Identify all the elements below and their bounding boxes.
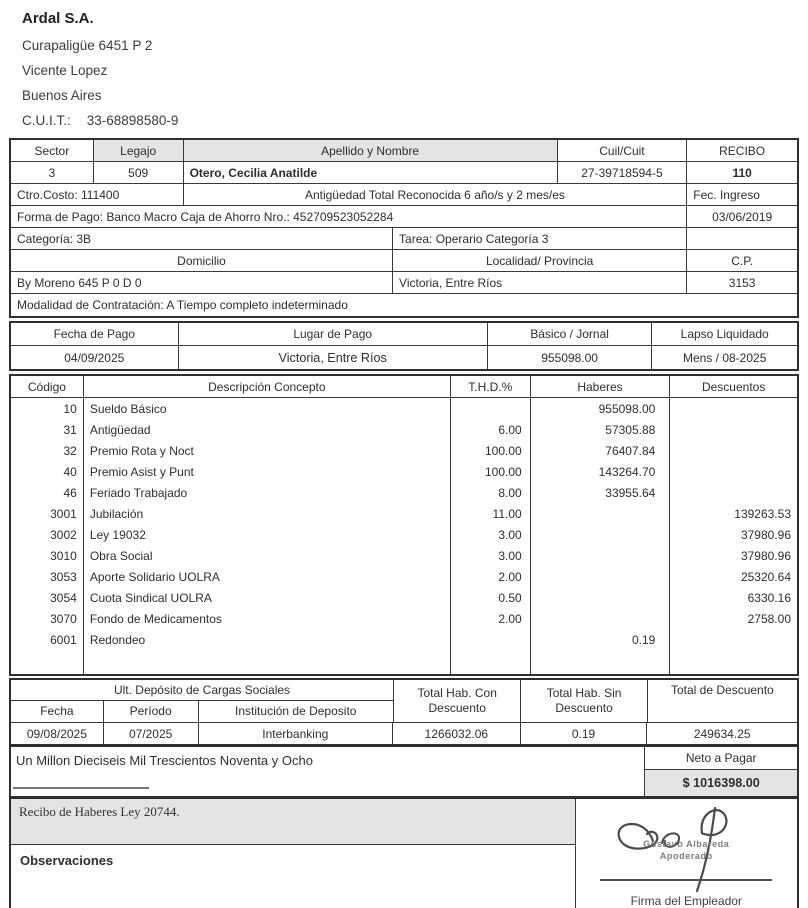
total-sin-header-cell: Total Hab. Sin Descuento bbox=[521, 680, 647, 722]
payslip-body bbox=[9, 138, 799, 908]
totals-table bbox=[9, 678, 799, 746]
total-descuento-value: 249634.25 bbox=[693, 726, 751, 741]
company-cuit-row bbox=[22, 113, 178, 128]
deposito-fecha-value: 09/08/2025 bbox=[11, 723, 104, 744]
cuit-label: C.U.I.T.: bbox=[22, 113, 71, 128]
footer-section bbox=[9, 797, 799, 908]
localidad-value: Victoria, Entre Ríos bbox=[393, 272, 687, 293]
domicilio-header-cell: Domicilio bbox=[11, 250, 393, 271]
company-address-province: Buenos Aires bbox=[22, 88, 102, 103]
cuit-value: 33-68898580-9 bbox=[86, 113, 179, 128]
cuil-header-cell: Cuil/Cuit bbox=[558, 140, 688, 161]
concept-descuento: 37980.96 bbox=[740, 548, 791, 563]
forma-pago-row bbox=[11, 206, 797, 228]
cuil-value: 27-39718594-5 bbox=[558, 162, 688, 183]
concept-haberes bbox=[531, 503, 671, 524]
employee-name-value: Otero, Cecilia Anatilde bbox=[184, 162, 558, 183]
payment-table bbox=[9, 321, 799, 371]
concept-row bbox=[11, 629, 797, 650]
sector-header-cell: Sector bbox=[11, 140, 94, 161]
concept-code: 40 bbox=[11, 461, 84, 482]
institucion-header-cell: Institución de Deposito bbox=[235, 704, 357, 719]
totals-header-row bbox=[11, 680, 797, 723]
concept-descuento bbox=[670, 398, 797, 419]
concept-haberes bbox=[531, 545, 671, 566]
lugar-pago-value: Victoria, Entre Ríos bbox=[179, 346, 488, 369]
concept-haberes: 143264.70 bbox=[531, 461, 671, 482]
categoria-empty-cell bbox=[687, 228, 797, 249]
concept-descuento: 2758.00 bbox=[747, 611, 791, 626]
concept-code: 3010 bbox=[11, 545, 84, 566]
concept-thd: 8.00 bbox=[451, 482, 531, 503]
legajo-value: 509 bbox=[94, 162, 184, 183]
domicilio-header-row bbox=[11, 250, 797, 272]
haberes-header-cell: Haberes bbox=[531, 376, 671, 397]
concept-desc: Feriado Trabajado bbox=[84, 482, 451, 503]
concept-code: 10 bbox=[11, 398, 84, 419]
employee-table bbox=[9, 138, 799, 318]
concept-descuento bbox=[670, 629, 797, 650]
signer-title: Apoderado bbox=[659, 850, 713, 861]
concept-code: 3054 bbox=[11, 587, 84, 608]
concept-haberes: 0.19 bbox=[531, 629, 671, 650]
concept-row bbox=[11, 566, 797, 587]
company-block bbox=[22, 10, 178, 128]
concept-desc: Ley 19032 bbox=[84, 524, 451, 545]
localidad-header-cell: Localidad/ Provincia bbox=[393, 250, 687, 271]
concept-descuento: 139263.53 bbox=[734, 506, 791, 521]
ctro-costo-row bbox=[11, 184, 797, 206]
lugar-pago-header-cell: Lugar de Pago bbox=[179, 323, 488, 345]
tarea-value: Tarea: Operario Categoría 3 bbox=[393, 228, 687, 249]
recibo-header-cell: RECIBO bbox=[719, 143, 766, 158]
ult-deposito-header-cell: Ult. Depósito de Cargas Sociales bbox=[113, 682, 291, 697]
amount-in-words: Un Millon Dieciseis Mil Trescientos Noventa y Ocho bbox=[16, 753, 313, 768]
concept-descuento: 25320.64 bbox=[740, 569, 791, 584]
company-address-street: Curapaligüe 6451 P 2 bbox=[22, 38, 153, 53]
total-sin-value: 0.19 bbox=[521, 723, 648, 744]
concept-code: 3053 bbox=[11, 566, 84, 587]
concept-desc: Fondo de Medicamentos bbox=[84, 608, 451, 629]
cp-header-cell: C.P. bbox=[731, 253, 754, 268]
categoria-row bbox=[11, 228, 797, 250]
neto-block bbox=[645, 747, 797, 796]
nombre-header-cell: Apellido y Nombre bbox=[184, 140, 558, 161]
concept-thd: 3.00 bbox=[451, 524, 531, 545]
concept-code: 6001 bbox=[11, 629, 84, 650]
observaciones-label: Observaciones bbox=[20, 853, 114, 868]
payment-header-row bbox=[11, 323, 797, 346]
concept-row bbox=[11, 482, 797, 503]
deposito-periodo-header-cell: Período bbox=[104, 701, 199, 722]
lapso-value: Mens / 08-2025 bbox=[682, 350, 767, 365]
concept-haberes bbox=[531, 587, 671, 608]
codigo-header-cell: Código bbox=[11, 376, 84, 397]
concepts-filler-row bbox=[11, 650, 797, 674]
net-table bbox=[9, 745, 799, 798]
deposito-header-block bbox=[11, 680, 394, 722]
concept-desc: Jubilación bbox=[84, 503, 451, 524]
lapso-header-cell: Lapso Liquidado bbox=[680, 327, 769, 341]
concept-row bbox=[11, 587, 797, 608]
thd-header-cell: T.H.D.% bbox=[451, 376, 531, 397]
concept-desc: Antigüedad bbox=[84, 419, 451, 440]
neto-a-pagar-value: $ 1016398.00 bbox=[645, 770, 797, 796]
concept-thd bbox=[451, 629, 531, 650]
total-descuento-header-cell: Total de Descuento bbox=[671, 683, 774, 697]
concept-code: 31 bbox=[11, 419, 84, 440]
deposito-fecha-header-cell: Fecha bbox=[11, 701, 104, 722]
modalidad-row bbox=[11, 294, 797, 316]
concept-desc: Aporte Solidario UOLRA bbox=[84, 566, 451, 587]
employee-header-row bbox=[11, 140, 797, 162]
domicilio-value: By Moreno 645 P 0 D 0 bbox=[11, 272, 393, 293]
total-con-value: 1266032.06 bbox=[393, 723, 521, 744]
legajo-header-cell: Legajo bbox=[94, 140, 184, 161]
concept-row bbox=[11, 398, 797, 419]
footer-left-column bbox=[11, 799, 576, 908]
concept-thd: 2.00 bbox=[451, 608, 531, 629]
basico-value: 955098.00 bbox=[488, 346, 653, 369]
concept-row bbox=[11, 461, 797, 482]
concept-thd: 2.00 bbox=[451, 566, 531, 587]
concept-descuento bbox=[670, 419, 797, 440]
concept-descuento: 6330.16 bbox=[747, 590, 791, 605]
concept-thd: 100.00 bbox=[451, 440, 531, 461]
concept-haberes bbox=[531, 608, 671, 629]
cp-value: 3153 bbox=[728, 275, 756, 290]
institucion-value: Interbanking bbox=[199, 723, 394, 744]
concept-row bbox=[11, 419, 797, 440]
concept-thd: 11.00 bbox=[451, 503, 531, 524]
concept-thd: 6.00 bbox=[451, 419, 531, 440]
fec-ingreso-value: 03/06/2019 bbox=[712, 209, 773, 224]
concept-row bbox=[11, 524, 797, 545]
total-con-header-cell: Total Hab. Con Descuento bbox=[394, 680, 521, 722]
concept-haberes bbox=[531, 524, 671, 545]
concept-desc: Premio Asist y Punt bbox=[84, 461, 451, 482]
descuentos-header-cell: Descuentos bbox=[701, 379, 766, 394]
fecha-pago-value: 04/09/2025 bbox=[11, 346, 179, 369]
totals-values-row bbox=[11, 723, 797, 744]
ctro-costo-value: Ctro.Costo: 111400 bbox=[11, 184, 184, 205]
signer-name: Gustavo Albareda bbox=[643, 839, 730, 849]
concept-thd: 100.00 bbox=[451, 461, 531, 482]
forma-pago-value: Forma de Pago: Banco Macro Caja de Ahorro Nro.: 452709523052284 bbox=[11, 206, 687, 227]
recibo-number-value: 110 bbox=[732, 165, 752, 180]
concept-descuento: 37980.96 bbox=[740, 527, 791, 542]
firma-empleador-label: Firma del Empleador bbox=[630, 894, 742, 908]
concept-thd: 3.00 bbox=[451, 545, 531, 566]
descripcion-header-cell: Descripción Concepto bbox=[84, 376, 451, 397]
categoria-value: Categoría: 3B bbox=[11, 228, 393, 249]
payment-values-row bbox=[11, 346, 797, 369]
concept-row bbox=[11, 608, 797, 629]
concept-row bbox=[11, 545, 797, 566]
modalidad-value: Modalidad de Contratación: A Tiempo completo indeterminado bbox=[17, 298, 348, 312]
concept-haberes bbox=[531, 566, 671, 587]
signature-line bbox=[600, 879, 772, 881]
signature-box bbox=[576, 799, 797, 908]
concept-row bbox=[11, 503, 797, 524]
concept-code: 3070 bbox=[11, 608, 84, 629]
concepts-header-row bbox=[11, 376, 797, 398]
deposito-periodo-value: 07/2025 bbox=[104, 723, 199, 744]
concept-desc: Cuota Sindical UOLRA bbox=[84, 587, 451, 608]
amount-in-words-cell bbox=[11, 747, 645, 796]
concept-code: 3001 bbox=[11, 503, 84, 524]
concept-haberes: 33955.64 bbox=[531, 482, 671, 503]
concept-code: 3002 bbox=[11, 524, 84, 545]
concept-desc: Sueldo Básico bbox=[84, 398, 451, 419]
concept-desc: Obra Social bbox=[84, 545, 451, 566]
concept-haberes: 57305.88 bbox=[531, 419, 671, 440]
concept-desc: Premio Rota y Noct bbox=[84, 440, 451, 461]
concept-descuento bbox=[670, 461, 797, 482]
amount-words-underline bbox=[13, 787, 149, 789]
concept-code: 46 bbox=[11, 482, 84, 503]
concept-thd bbox=[451, 398, 531, 419]
signer-stamp bbox=[576, 839, 797, 862]
concepts-data-block bbox=[11, 398, 797, 674]
concept-haberes: 76407.84 bbox=[531, 440, 671, 461]
fec-ingreso-label: Fec. Ingreso bbox=[693, 187, 760, 202]
concept-desc: Redondeo bbox=[84, 629, 451, 650]
company-address-city: Vicente Lopez bbox=[22, 63, 108, 78]
basico-header-cell: Básico / Jornal bbox=[488, 323, 653, 345]
sector-value: 3 bbox=[11, 162, 94, 183]
employee-values-row bbox=[11, 162, 797, 184]
concept-thd: 0.50 bbox=[451, 587, 531, 608]
fecha-pago-header-cell: Fecha de Pago bbox=[11, 323, 179, 345]
company-name: Ardal S.A. bbox=[22, 10, 94, 27]
concept-descuento bbox=[670, 440, 797, 461]
domicilio-values-row bbox=[11, 272, 797, 294]
concept-code: 32 bbox=[11, 440, 84, 461]
concept-descuento bbox=[670, 482, 797, 503]
concept-row bbox=[11, 440, 797, 461]
antiguedad-value: Antigüedad Total Reconocida 6 año/s y 2 mes/es bbox=[184, 184, 688, 205]
concepts-table bbox=[9, 374, 799, 676]
neto-a-pagar-label: Neto a Pagar bbox=[645, 747, 797, 770]
concept-haberes: 955098.00 bbox=[531, 398, 671, 419]
recibo-ley-note: Recibo de Haberes Ley 20744. bbox=[11, 799, 575, 845]
